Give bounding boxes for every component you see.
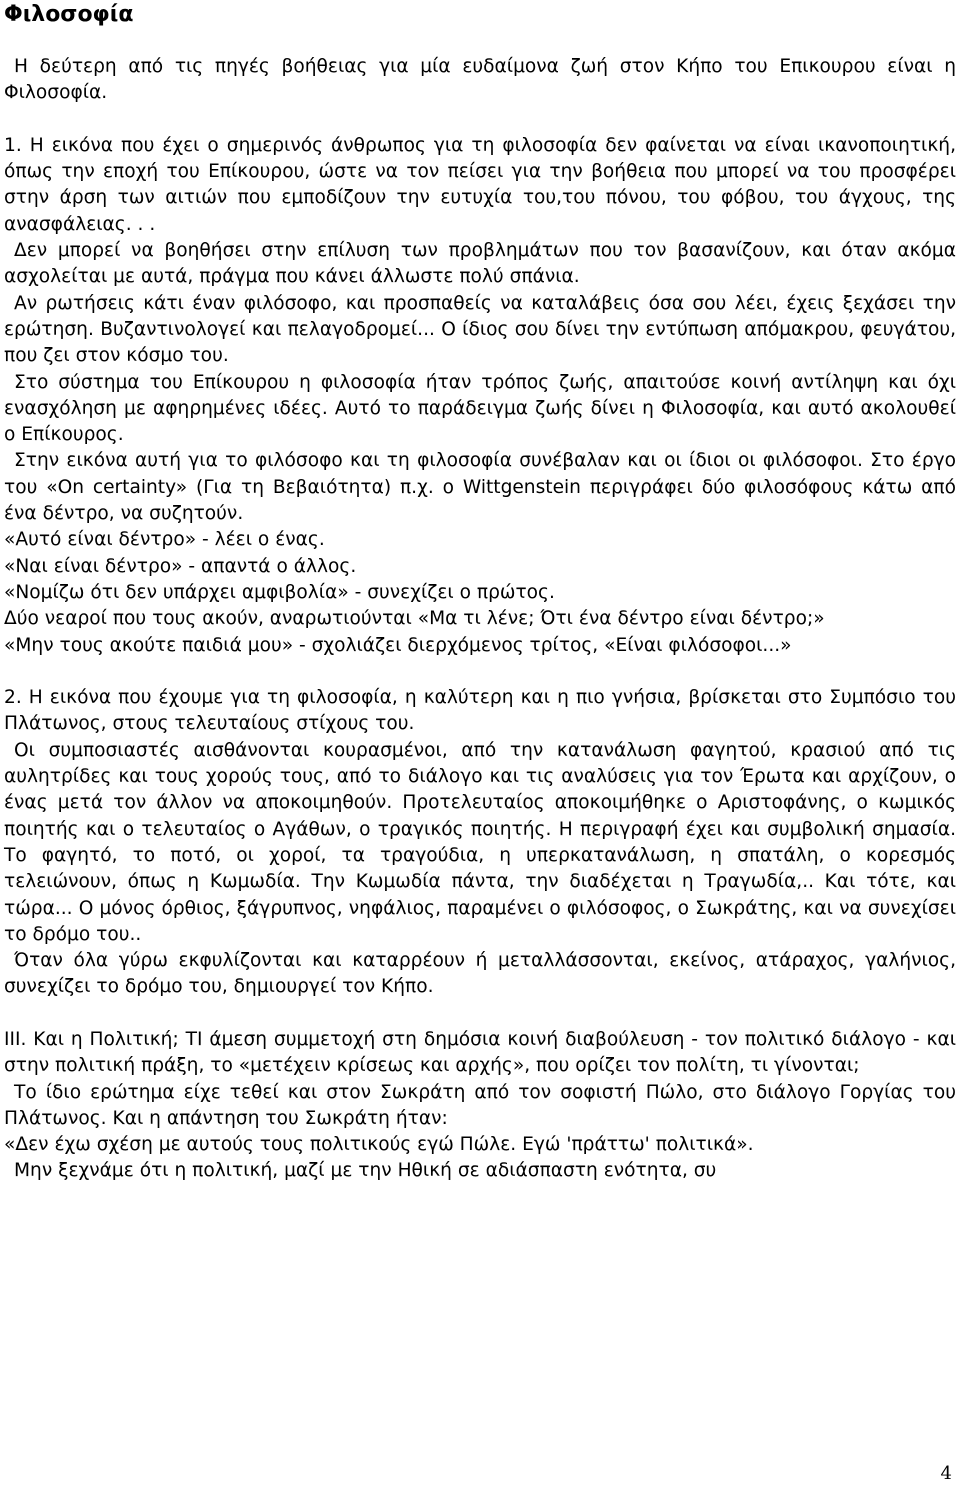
paragraph: Δεν μπορεί να βοηθήσει στην επίλυση των προβλημάτων που τον βασανίζουν, και όταν ακόμα ασχολείται με αυτά, πράγμα που κάνει άλλωστε πολύ σπάνια.: [4, 240, 956, 288]
paragraph: «Μην τους ακούτε παιδιά μου» - σχολιάζει διερχόμενος τρίτος, «Είναι φιλόσοφοι...»: [4, 634, 792, 656]
paragraph: Στο σύστημα του Επίκουρου η φιλοσοφία ήταν τρόπος ζωής, απαιτούσε κοινή αντίληψη και όχι ενασχόληση με αφηρημένες ιδέες. Αυτό το παράδειγμα ζωής δίνει η Φιλοσοφία, και αυτό ακολουθεί ο Επίκουρος.: [4, 371, 956, 446]
paragraph: 2. Η εικόνα που έχουμε για τη φιλοσοφία, η καλύτερη και η πιο γνήσια, βρίσκεται στο Συμπόσιο του Πλάτωνος, στους τελευταίους στίχους του.: [4, 687, 956, 735]
paragraph: «Αυτό είναι δέντρο» - λέει ο ένας.: [4, 529, 325, 551]
paragraph-gap: [4, 1001, 956, 1027]
paragraph: «Ναι είναι δέντρο» - απαντά ο άλλος.: [4, 555, 357, 577]
paragraph: Όταν όλα γύρω εκφυλίζονται και καταρρέουν ή μεταλλάσσονται, εκείνος, ατάραχος, γαλήνιος, συνεχίζει το δρόμο του, δημιουργεί τον Κήπο.: [4, 950, 956, 998]
paragraph: «Νομίζω ότι δεν υπάρχει αμφιβολία» - συνεχίζει ο πρώτος.: [4, 581, 555, 603]
paragraph-gap: [4, 659, 956, 685]
paragraph: Η δεύτερη από τις πηγές βοήθειας για μία ευδαίμονα ζωή στον Κήπο του Επικουρου είναι η Φιλοσοφία.: [4, 56, 956, 104]
paragraph: Δύο νεαροί που τους ακούν, αναρωτιούνται «Μα τι λένε; Ότι ένα δέντρο είναι δέντρο;»: [4, 608, 825, 630]
paragraph: 1. Η εικόνα που έχει ο σημερινός άνθρωπος για τη φιλοσοφία δεν φαίνεται να είναι ικανοποιητική, όπως την εποχή του Επίκουρου, ώστε να τον πείσει για την βοήθεια που μπορεί να του προσφέρει στην άρση των αιτιών που εμποδίζουν την ευτυχία του,του πόνου, του φόβου, του άγχους, της ανασφάλειας. . .: [4, 134, 956, 235]
page-title: Φιλοσοφία: [4, 2, 134, 27]
document-body: [4, 54, 956, 1185]
paragraph: Στην εικόνα αυτή για το φιλόσοφο και τη φιλοσοφία συνέβαλαν και οι ίδιοι οι φιλόσοφοι. Στο έργο του «On certainty» (Για τη Βεβαιότητα) π.χ. ο Wittgenstein περιγράφει δύο φιλοσόφους κάτω από ένα δέντρο, να συζητούν.: [4, 450, 956, 525]
paragraph: Οι συμποσιαστές αισθάνονται κουρασμένοι, από την κατανάλωση φαγητού, κρασιού από τις αυλητρίδες και τους χορούς τους, από το διάλογο και τις αναλύσεις για τον Έρωτα και αρχίζουν, ο ένας μετά τον άλλον να αποκοιμηθούν. Προτελευταίος αποκοιμήθηκε ο Αριστοφάνης, ο κωμικός ποιητής και ο τελευταίος ο Αγάθων, ο τραγικός ποιητής. Η περιγραφή έχει και συμβολική σημασία. Το φαγητό, το ποτό, οι χοροί, τα τραγούδια, η υπερκατανάλωση, η σπατάλη, ο κορεσμός τελειώνουν, όπως η Κωμωδία. Την Κωμωδία πάντα, την διαδέχεται η Τραγωδία,.. Και τότε, και τώρα... Ο μόνος όρθιος, ξάγρυπνος, νηφάλιος, παραμένει ο φιλόσοφος, ο Σωκράτης, και να συνεχίσει το δρόμο του..: [4, 739, 956, 945]
paragraph: Το ίδιο ερώτημα είχε τεθεί και στον Σωκράτη από τον σοφιστή Πώλο, στο διάλογο Γοργίας του Πλάτωνος. Και η απάντηση του Σωκράτη ήταν:: [4, 1081, 956, 1129]
paragraph: Αν ρωτήσεις κάτι έναν φιλόσοφο, και προσπαθείς να καταλάβεις όσα σου λέει, έχεις ξεχάσει την ερώτηση. Βυζαντινολογεί και πελαγοδρομεί... Ο ίδιος σου δίνει την εντύπωση απόμακρου, φευγάτου, που ζει στον κόσμο του.: [4, 292, 956, 367]
paragraph: «Δεν έχω σχέση με αυτούς τους πολιτικούς εγώ Πώλε. Εγώ 'πράττω' πολιτικά».: [4, 1134, 754, 1156]
page-number: 4: [940, 1463, 952, 1484]
paragraph: III. Και η Πολιτική; ΤΙ άμεση συμμετοχή στη δημόσια κοινή διαβούλευση - τον πολιτικό διάλογο - και στην πολιτική πράξη, το «μετέχειν κρίσεως και αρχής», που ορίζει τον πολίτη, τι γίνονται;: [4, 1028, 956, 1077]
paragraph-gap: [4, 107, 956, 133]
paragraph: Μην ξεχνάμε ότι η πολιτική, μαζί με την Ηθική σε αδιάσπαστη ενότητα, συ: [14, 1160, 717, 1182]
